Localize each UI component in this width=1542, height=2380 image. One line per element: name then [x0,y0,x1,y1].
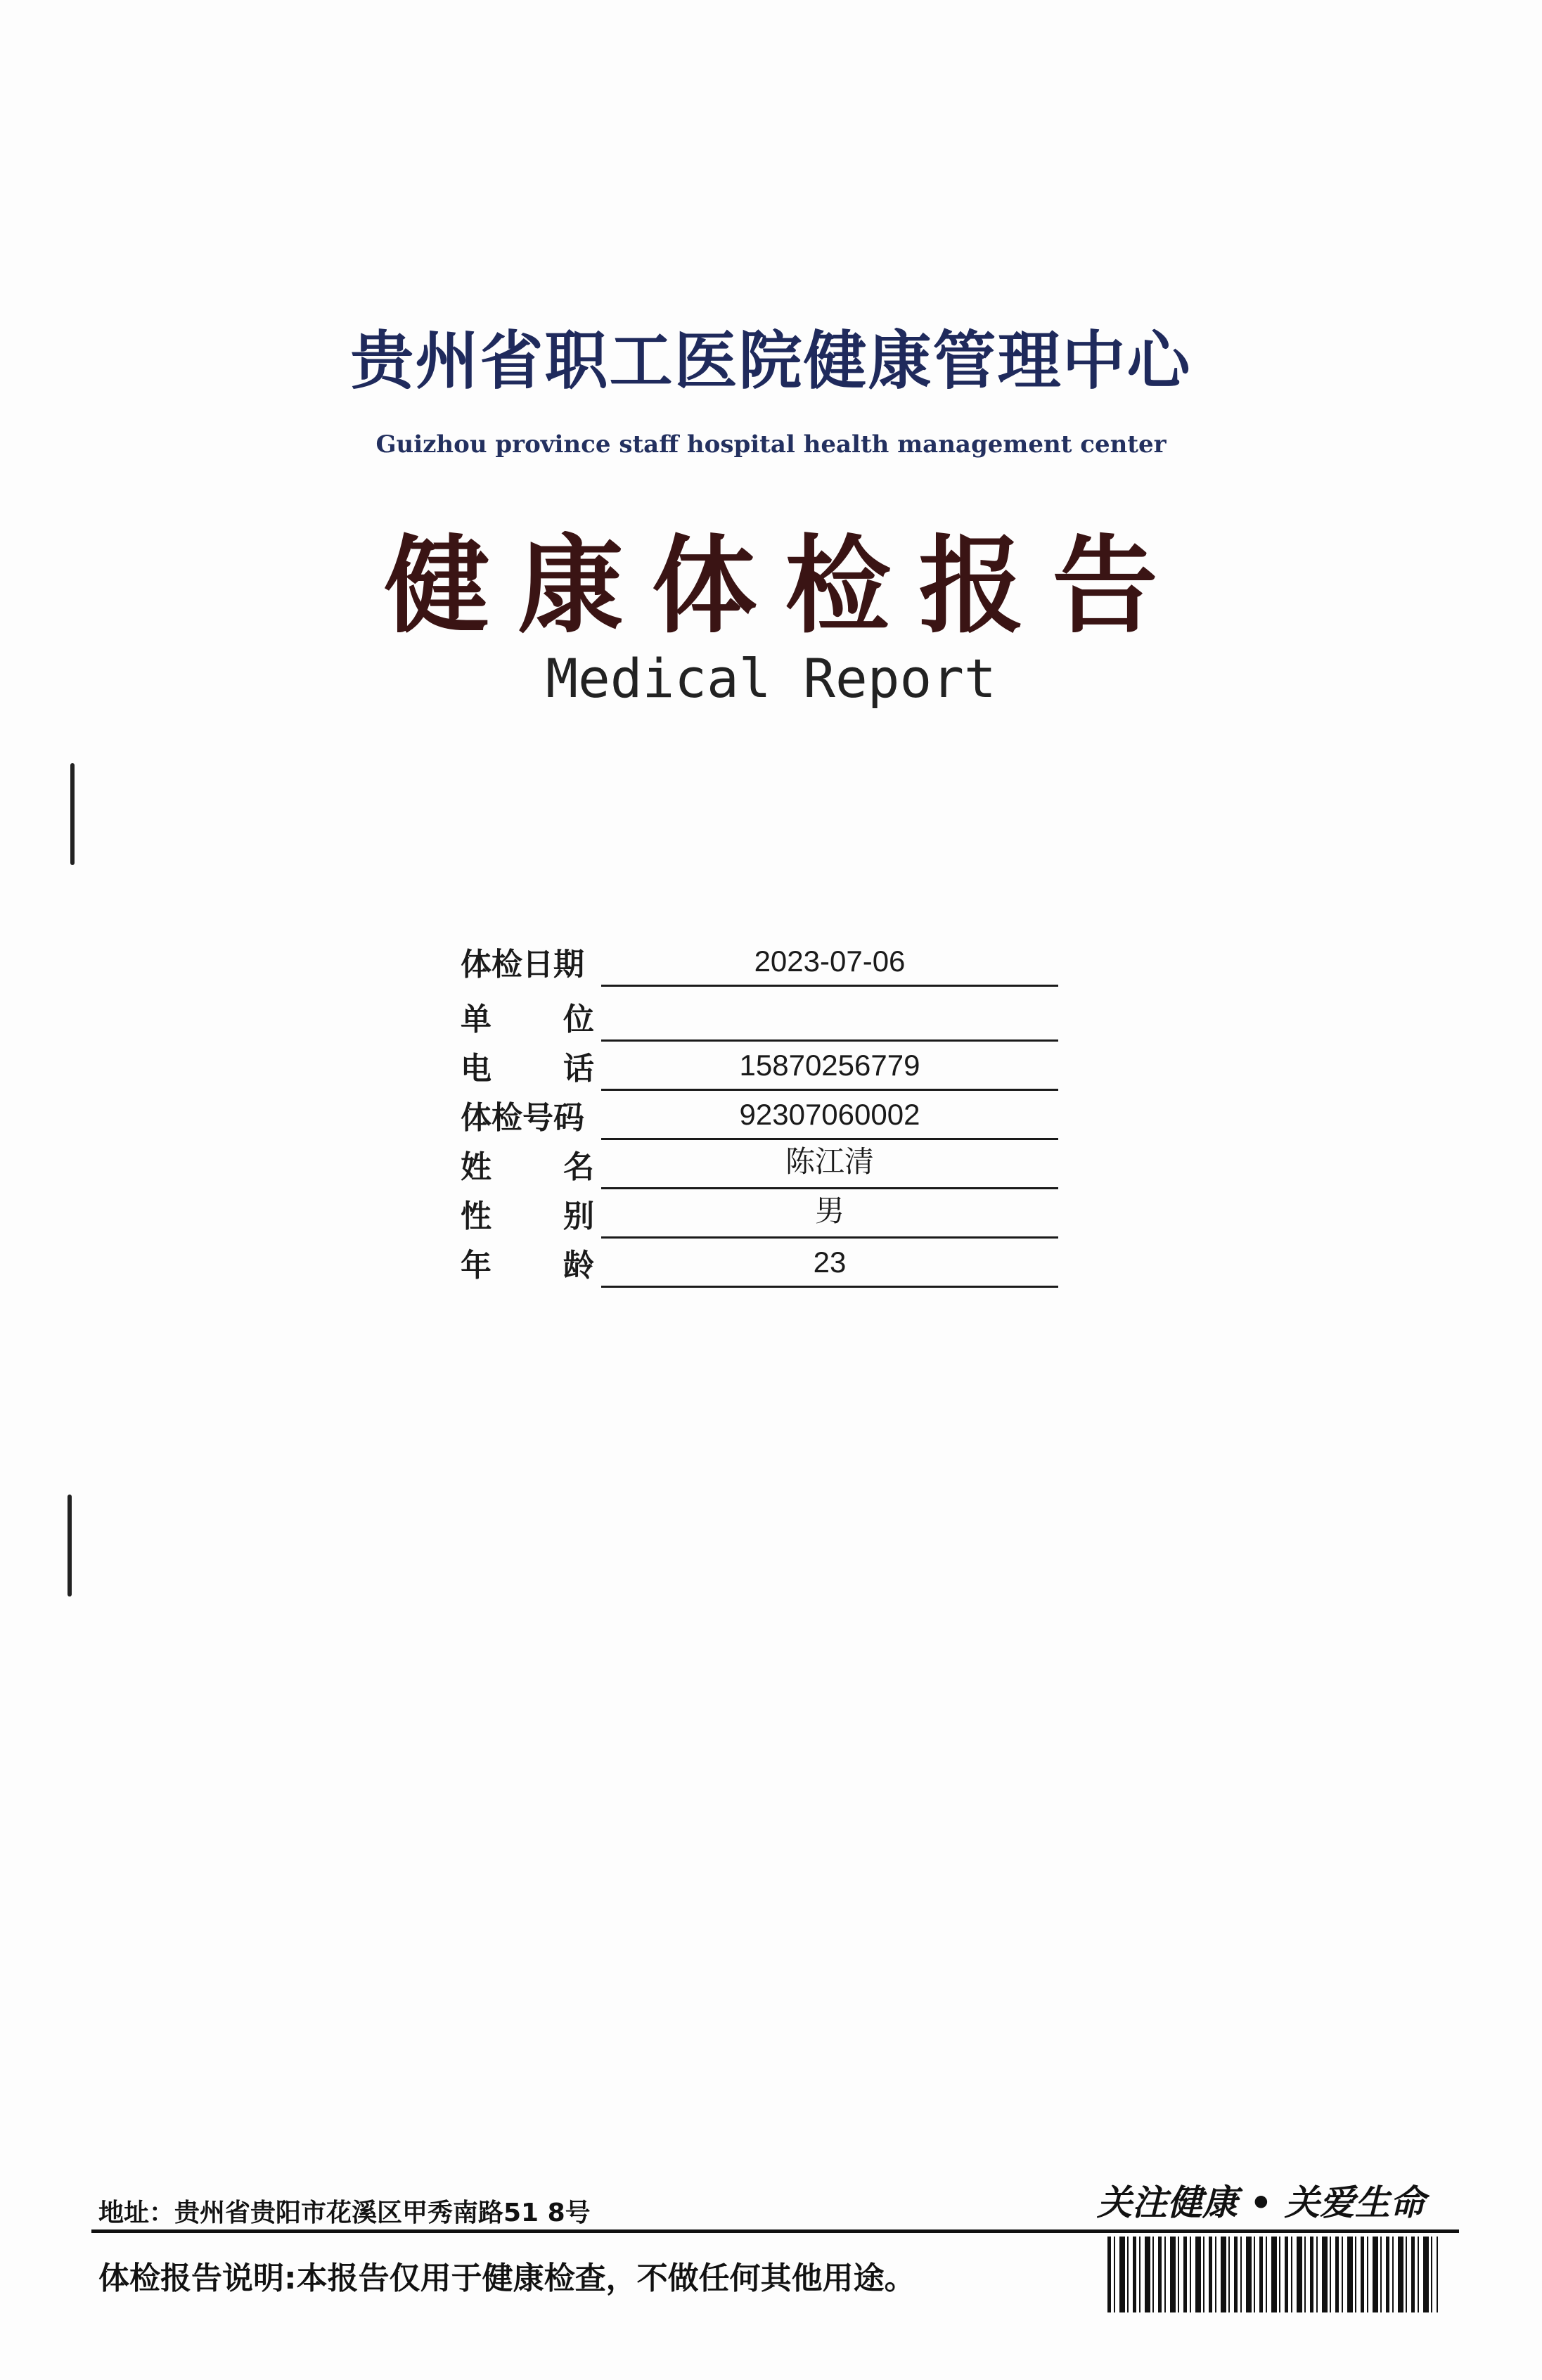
exam-number-label: 体检号码 [461,1100,584,1136]
binding-hole-mark [68,1495,72,1597]
unit-label [461,994,594,1039]
barcode-icon [1107,2237,1438,2312]
age-label-char: 年 [461,1248,491,1284]
organization-name-en: Guizhou province staff hospital health management center [375,430,1167,459]
info-row-name [461,1140,1058,1189]
name-value: 陈江清 [785,1145,874,1178]
age-label [461,1240,594,1285]
patient-info-form [461,932,1058,1288]
footer-disclaimer: 体检报告说明:本报告仅用于健康检查，不做任何其他用途。 [98,2260,915,2296]
name-label-char: 姓 [461,1149,491,1185]
organization-name: 贵州省职工医院健康管理中心 [350,324,1192,398]
report-title-en: Medical Report [546,647,996,710]
exam-number-value: 92307060002 [739,1098,920,1131]
info-row-age [461,1239,1058,1288]
gender-label [461,1191,594,1236]
binding-hole-mark [70,763,75,865]
info-row-unit [461,987,1058,1042]
info-row-exam-number [461,1091,1058,1140]
exam-date-value: 2023-07-06 [754,945,906,978]
exam-date-label: 体检日期 [461,947,584,983]
age-label-char: 龄 [563,1248,594,1284]
age-value: 23 [813,1246,847,1279]
gender-label-char: 性 [461,1198,491,1234]
gender-label-char: 别 [563,1198,594,1234]
name-label [461,1141,594,1186]
report-title: 健康体检报告 [384,524,1186,648]
phone-label [461,1043,594,1088]
phone-value: 15870256779 [739,1049,920,1082]
footer-address: 地址：贵州省贵阳市花溪区甲秀南路51 8号 [98,2199,591,2227]
info-row-gender [461,1189,1058,1239]
info-row-exam-date [461,932,1058,987]
unit-label-char: 单 [461,1002,491,1037]
unit-label-char: 位 [563,1002,594,1037]
info-row-phone [461,1042,1058,1091]
footer-slogan: 关注健康 • 关爱生命 [1097,2182,1425,2223]
phone-label-char: 电 [461,1051,491,1087]
footer-divider [91,2229,1459,2233]
name-label-char: 名 [563,1149,594,1185]
gender-value: 男 [814,1194,844,1227]
underline [601,1286,1058,1288]
phone-label-char: 话 [563,1051,594,1087]
